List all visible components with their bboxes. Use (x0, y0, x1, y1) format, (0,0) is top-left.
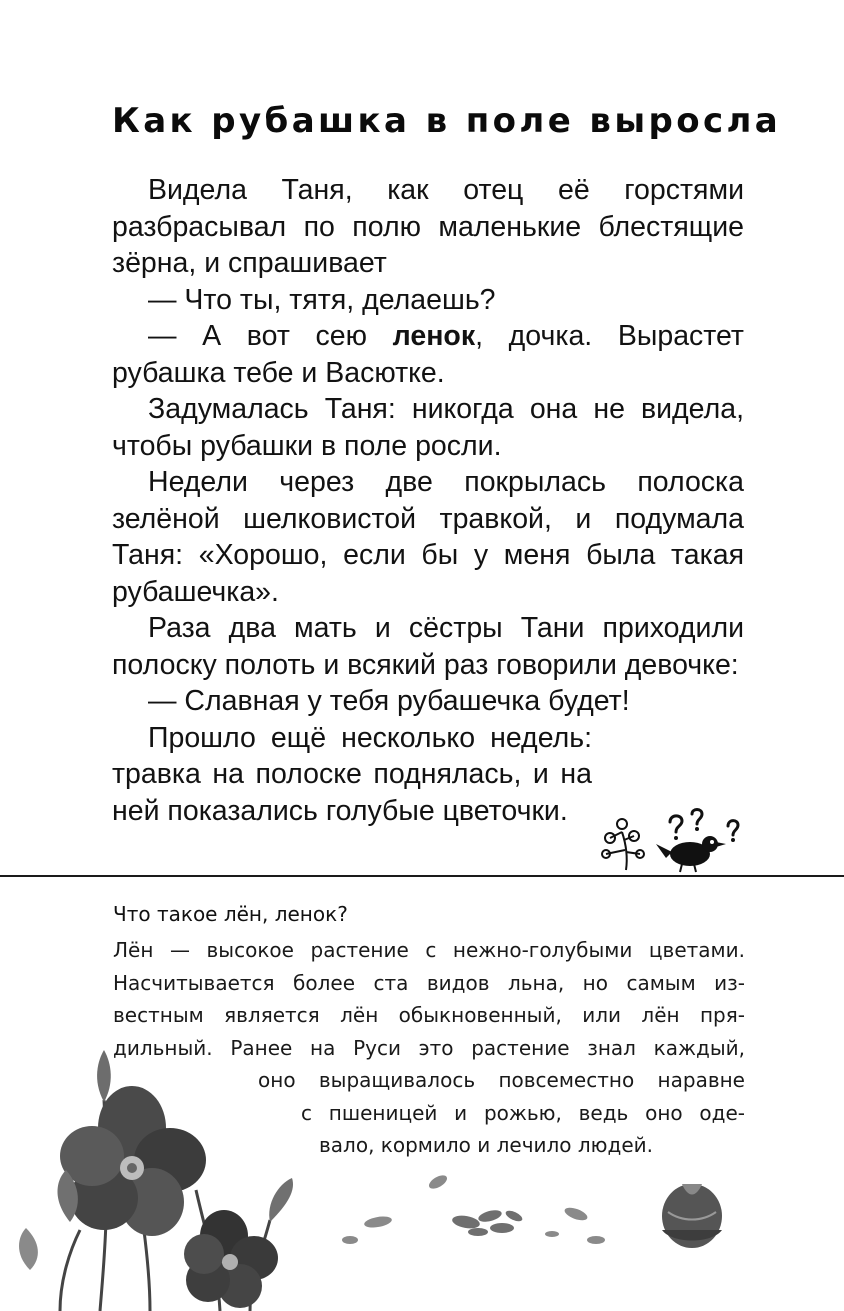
info-box-line: дильный. Ранее на Руси это растение знал каждый, (113, 1035, 745, 1060)
story-text (112, 172, 744, 829)
story-paragraph: — А вот сею ленок, дочка. Вырастет рубашка тебе и Васютке. (112, 320, 744, 389)
story-title: Как рубашка в поле выросла (112, 101, 782, 141)
info-box-line: вестным является лён обыкновенный, или лён пря- (113, 1003, 745, 1027)
section-divider (0, 875, 844, 877)
flax-flowers-illustration (0, 1040, 320, 1311)
story-paragraph: — Славная у тебя рубашечка будет! (148, 685, 630, 717)
info-box-line: оно выращивалось повсеместно наравне (258, 1068, 745, 1092)
story-paragraph: Задумалась Таня: никогда она не видела, чтобы рубашки в поле росли. (112, 393, 744, 462)
story-paragraph: Прошло ещё несколько недель: травка на полоске поднялась, и на ней показались голубые цветочки. (112, 721, 592, 827)
story-paragraph: — Что ты, тятя, делаешь? (148, 283, 496, 316)
bird-with-question-marks-icon (596, 808, 748, 874)
story-paragraph: Раза два мать и сёстры Тани приходили полоску полоть и всякий раз говорили девочке: (112, 612, 744, 681)
story-paragraph: Недели через две покрылась полоска зелёной шелковистой травкой, и подумала Таня: «Хорошо, если бы у меня была такая рубашечка». (112, 466, 744, 608)
info-box-heading: Что такое лён, ленок? (113, 902, 348, 926)
flax-petals-and-seed-pod-illustration (318, 1168, 844, 1311)
info-box-line: Лён — высокое растение с нежно-голубыми цветами. (113, 938, 745, 962)
info-box-line: вало, кормило и лечило людей. (319, 1133, 653, 1157)
info-box-line: Насчитывается более ста видов льна, но самым из- (113, 970, 745, 995)
story-paragraph: Видела Таня, как отец её горстями разбрасывал по полю маленькие блестящие зёрна, и спрашивает (112, 174, 744, 279)
info-box-line: с пшеницей и рожью, ведь оно оде- (301, 1100, 745, 1125)
bold-term-lenok: ленок (392, 320, 476, 352)
